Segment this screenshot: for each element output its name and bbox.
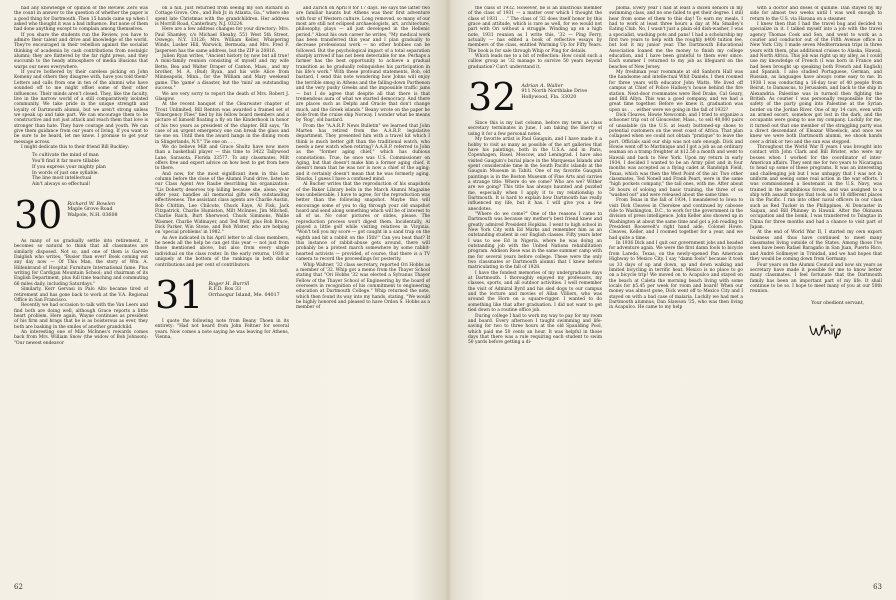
paragraph: During college I had to work my way to pay for my room and board. Every afternoon I taught swimming and life-saving for two to three hours at the old Spaulding Pool, which paid me 50 cents an hour. It was helpful in those days that there was a rule requiring each student to swim 50 yards before getting a di- [468,313,602,346]
class-year-number: 32 [468,78,517,116]
right-page [448,0,896,600]
page-number-right: 63 [873,583,882,591]
poem-line: You'll find it far more tillable [32,159,99,165]
paragraph: Here are a few address changes for your directory: Mrs. Paul Shamley, c/o Michael Sheahy, 551 West 5th Street, Oswego, N.Y. 13126; Mrs. William Keller, Whispering Winds, Lusher Hill, Warwick, Bermuda; and Mrs. Fred F. Jaspersen has the same address, but the ZIP is 20816. [155,27,289,54]
paragraph: Similarly, Kerr Gervasi in Palo Alto became tired of retirement and has gone back to work at the V.A. Regional Office in San Francisco. [14,287,148,303]
paragraph: Throughout the World War II years I was brought into contact with John Clark and Bill Brister, who were my bosses when I worked for the coordinator of inter-American affairs. They sent me for two years to Nicaragua to head up some of these programs. It was an interesting and challenging job but I was unhappy that I was not in uniform and seeing some real action in the war efforts. I was commissioned a lieutenant in the U.S. Navy, was trained in the amphibious forces, and was assigned to a ship with assault troops that took us to 16 different places in the Pacific. I ran into other naval officers in our class such as Red Tucker in the Philippines, Al Doncaster in Saipan, and Bill Phinney in Hawaii. After the Okinawa occupation and the bomb, I was transferred to Tsingtao in China for three months and had a chance to visit part of Japan. [750,144,882,231]
paragraph: Since this is my last column, before my term as class secretary terminates in June, I am taking the liberty of using it for a few personal notes. [468,121,602,137]
secretary-name: Richard W. Bowlen [67,201,116,208]
class-entry-1930 [14,196,148,233]
paragraph: and Zurich on April 8 for 17 days. He says the latter two are familiar haunts but Athens was their first adventure with four of Western culture. Long removed, so many of our most are still not eclipsed archaeologists, art, architecture, philosophy, plays — all just developed in the Hellenic period." About his own career he writes, "My medical work has been transferred this year and I plan gradually to decrease professional work — no other hobbies can be followed. But the psychological impact of a total separation sharply arrived if has not been detectable for me. Perhaps a farmer has the best opportunity to achieve a gradual transition as he gradually relinquishes his participation in his life's work." With these profound statements, Bob, old bastard, I send this note wondering how Johns will enjoy the terrible smog in Athens and the falling-down Parthenon and the very pushy Greeks and the impossible traffic jams — but I do agree that despite all that there is that tremendous aura of what we started democracy. And there are places such as Delphi and Oracle that don't change much, and the Greek islands." Beany wrote on the paper he stole from the cruise ship Norway. I wonder what he means by 'Rog', old bastard. [296,6,430,124]
paragraph: Which leads me to a bit of reflection: How could such a callow group as '32 manage to survive 50 years beyond graduation? Can't understand it. [468,54,602,70]
paragraph: We do believe Milt and Grace Shultz have now more than a basketball player — this time to 3422 Tallywood Lane, Sarasota, Florida 33577. To any classmates, Milt offers free and expert advice on how best to get from here to there. [155,144,289,172]
paragraph: Al Bucher writes that the reproduction of his snapshots of the Baker Library bells in the March Alumni Magazine was unbelievable. I have to agree, for the reproduction was better than the following snapshot. Maybe this will encourage some of you to dig through your old snapshot hoard and send along something which will be of interest to all of us. No color pictures or slides, please. The reproduction process won't digest them. Incidentally, Al played a little golf while visiting relatives in Virginia. "Won't tell you my score — got caught in a sand trap on the eighth and hit a rabbit on the 15th!" Can you beat that? If this instance of rabbit-abuse gets around, there will probably be a protest march somewhere by some rabbit-hearted activists — provided, of course, that there is a TV camera to record the proceedings for posterity. [296,182,430,263]
paragraph: And now, for the most significant item in this last column before the close of the Alumni Fund drive, listen to our Class Agent Ave Raube describing his organization: "Lis Doherty deserves top billing because she, alone, year after year, handles all memorial gifts with outstanding effectiveness. The assistant class agents are Charlie Austin, Bob Chittim, Lee Chilcote, Chuck Eaye, Al Fisk, Jack Fitzpatrick, Charlie Humiston, Milt McInnes, Jim Mitchell, Charlie Raich, Burt Sherwood, Chuck Simmons, Wallie Wasmer, Charlie Widmayer, and Ted Wolf, plus Bob Bruce, Dick Parker, Win Stone, and Bob Winter, who are helping on 'special problems' in 1982." [155,171,289,236]
poem [32,153,148,188]
secretary-address-line: 911 North Northlake Drive [521,89,588,95]
secretary-address-line: Maple Grove Road [67,207,113,213]
poem-line: In words of just one syllable. [32,170,99,176]
secretary-name: Adrian A. Waller [521,83,563,90]
paragraph: We are very sorry to report the death of Mrs. Robert J. Glasgow. [155,91,289,102]
poem-line: If you express your mighty plan [32,164,106,170]
paragraph: From the "A.A.R.P. News Bulletin" we learned that John Marten has retired from the A.A.R.P. legislative department. They presented him with a travel kit which I think is much better gift than the traditional watch, who needs a new watch when retiring? A.A.R.P. referred to John as the "former aging chief," which has dubious connotations. True, he once was U.S. Commissioner on Aging, but that doesn't make him a former aging chief, it doesn't mean that he was nor is now a chief of the aging; and it certainly doesn't mean that he was formerly aging. Shucks, I guess I have a confused mind. [296,123,430,182]
paragraph: had any knowledge or opinion of the Review. Zero was the count in answer to the question of whether the paper is a good thing for Dartmouth. Then 15 hands came up when I asked who thought it was a bad influence. But none of them had done anything except to complain among themselves. [14,6,148,33]
paragraph: In 1936 Dick and I quit our government jobs and headed for adventure again. We were the first damn fools to bicycle from Laredo, Texas, on the newly-opened Pan American Highway to Mexico City. I say "damn fools" because it took us 33 days of up and down, up and down walking and limited bicycling in terrific heat. Mexico is no place to go on a bicycle trip! We moved on to Acapulco and stayed on the beach at Caleta the morning beach living with some locals for $5.45 per week for room and board! When our money was almost gone, Dick went off to Mexico City and I stayed on with a bad case of malaria. Luckily we had met a Dartmouth alumnus, Dan Slawson '25, who was then living in Acapulco. He came to my help [609,241,743,311]
column-a [14,6,148,346]
column-d [468,6,602,346]
column-c [296,6,430,311]
poem-line: To cultivate the mind of man [32,153,99,159]
column-b [155,6,289,340]
paragraph: Recently we had occasion to talk with the Van Leers and find both are doing well, although Grace reports a little heart problem. Here again, Wayne continues as president of his firm and brags that he is as boisterous as ever, they both are basking in the smiles of another grandchild. [14,303,148,330]
paragraph: I quote the following note from Beany Thoen in its entirety: "Had not heard from John Feltner for several years. Now comes a note saying he was leaving for Athens, Vienna, [155,318,289,340]
class-entry-1932 [468,78,602,115]
paragraph: My favorite artist is Paul Gauguin, and I have made it a hobby to visit as many as possible of the art galleries that have his paintings, both in the U.S.A. and in Paris, Copenhagen, Basel, Moscow, and Leningrad. I have also visited Gauguin's burial place in the Marquesas Islands and spent considerable time in the South Pacific islands at the Gauguin Museum in Tahiti. One of my favorite Gauguin paintings is in the Boston Museum of Fine Arts and carries a strange title: Where do we come? Who are we? Wither are we going? This title has always haunted and puzzled me, especially when I apply it to my relationship to Dartmouth. It is hard to explain how Dartmouth has really influenced my life, but it has. I will give you a few anecdotes. [468,137,602,212]
paragraph: "Where do we come?" One of the reasons I came to Dartmouth was because my mother's best friend knew and greatly admired President Hopkins. I went to high school in New York City with Ed Marks and remember him as an outstanding student in our English classes. Fifty years later I was to see Ed in Nigeria, where he was doing an outstanding job with the United Nations rehabilitation program. Addison Rose was in the same summer camp with me for several years before college. These were the only two classmates or Dartmouth alumni that I knew before matriculating in the fall of 1928. [468,211,602,271]
column-f [750,6,882,344]
paragraph: Whip Waltner, '32 class secretary, reported Ori Hobbs as a member of '32. Whip got a memo from the Thayer School stating that "Ori Hobbs '32 was elected a Sylvanus Thayer Fellow of the Thayer School of Engineering by the board of overseers in recognition of his commitment to engineering education at Dartmouth College." Whip returned the note, which then found its way into my hands, stating, "We would be highly honored and pleased to have Ordon S. Hobbs as a member of [296,262,430,311]
paragraph: My freshman year roommate at old Sanborn Hall was the handsome and intellectual Whit Daniels. I then roomed for three years with educator John Watts. We lived off campus at Chief of Police Hallsey's house behind the fire station. Next-door roommates were Red Drake, Cal Geary, and Bill Allyn. This was a good company, and we had a great time together. Before we knew it, graduation was upon us . . . wither were we going in the fall of 1932? [609,70,743,113]
paragraph: I might dedicate this to their friend Bill Buckley: [21,144,130,150]
sign-off: Your obedient servant, [811,300,864,306]
paragraph: As Ave indicated in his April letter to all class members, he needs all the help he can get this year — not just from those mentioned above, but also from every single individual on the class roster. In the early returns, 1930 is uniquely at the bottom of the rankings in both dollar contributions and per cent of contributors. [155,235,289,268]
poem-line: Ain't always so effectual! [32,182,91,188]
paragraph: At the recent banquet of the Clearwater chapter of Trout Unlimited, Bill Renton was awarded a framed set of "Emergency Flies" tied by his fellow board members and a picture of himself floating a fly on the Kinderhook in honor of his two years as president of the chapter. Bill says, "In case of an urgent emergency one can break the glass and tie one on. Until then the award hangs in the dining room in Slingerlands, N.Y." Tie one on . . . [155,102,289,145]
paragraph: An interesting one of Milo McInnes's rewards comes back from Mrs. William Snow (the widow of Bob Johnson): "Our newest endeavor [14,329,148,346]
class-entry-1931 [155,276,289,313]
paragraph: I knew then that I had the travel bug and decided to specialize in it. I talked myself into a job with the travel agency Thomas Cook and Son, and went to work as a courier and conductor out of the Fifth Avenue office in New York City. I made seven Mediterranean trips in three years with them, plus additional cruises to Alaska, Hawaii, and North Africa. This job was right up my alley, as I could use my knowledge of French (I was born in France and had been brought up speaking both French and English) and Spanish. I also studied Portuguese, German, and Russian, as languages have always come easy to me. In 1938 I was conducting a 16-day tour of 40 people from Beirut, to Damascus, to Jerusalem, and back to the ship in Alexandria. Palestine was in turmoil then fighting the British. As courier I was personally responsible for the safety of the party going into Palestine at the Syrian border on the Jordan River. One of my 14 cars, even with an armed escort, somehow got lost in the dark, and the occupants were going to use my company. Luckily for me, it turned out that one member of the straggling party was a direct descendant of Eleazar Wheelock, and once we knew we were both Dartmouth alumni, we shook hands over a drink or two and the sun was stopped. [750,22,882,145]
paragraph: From Texas in the fall of 1934, I meandered to Iowa to visit Dick Cleaves in Cherokee and continued by caboose ride to Washington, D.C., to work for the government in the division of press intelligence. John Keller also showed up in Washington at about the same time and got a job reading to President Roosevelt's right hand aide, Colonel Howe. Cleaves, Keller, and I roomed together for a year, and we had quite a time. [609,198,743,241]
secretary-address-line: R.F.D. Box 33 [208,286,242,292]
secretary-address-line: Hollywood, Fla. 33020 [521,95,577,101]
column-e [609,6,743,311]
paragraph: ploma. Every year I had at least a dozen seniors in my swimming class, and no one failed to get their degree. I still hear from some of them to this day! To earn my meals, I had to work at least three hours a day at Ma Smalley's Eating Club. No, I wasn't just a plain old dish-washer, I was a specialist, washing pots and pans! I had a scholarship my first two years to help with the roughly $400 tuition fee, but lost it my junior year. The Dartmouth Educational Association loaned me the money to finish my college education, and I have been grateful to them ever since. Each summer I returned to my job as lifeguard on the beaches of New Jersey. [609,6,743,70]
secretary-address-line: Orrhaogur Island, Me. 04017 [208,292,280,298]
secretary-address-line: Walpole, N.H. 03608 [67,213,118,219]
paragraph: on a hill. Just returned from seeing my son Richard in Cottage Grove, Ore., and Bob Jr. in Atlanta, Ga.," where she spent late Christmas with the grandchildren. Her address is Morrill Road, Canterbury, N.J. 03224. [155,6,289,28]
paragraph: Dick Cleaves, Howie Newcomb, and I tried to organize a schooner trip out of Gloucester, Mass., to sell 40,000 pairs of unsalable (in the U.S. at least) buttoned-up shoes to potential customers on the west coast of Africa. That plan collapsed when we could not obtain "pratique" to leave the port. Officials said our ship was not safe enough. Dick and Howie went off to Martinique and I got a job as an ordinary seaman on a tramp freighter at $12.50 a month and went to Hawaii and back to New York. Upon my return in early 1934, I decided I wanted to be an Army pilot and in four months was accepted as a flying cadet at Randolph Field, Texas, which was then the West Point of the air. Two other classmates, Ted Nonell and Frank Peart, were in the same "high pockets company," the tall ones, with me. After about 50 hours of soloing and basic training, the three of us "washed out" and were released about the same time. [609,112,743,199]
paragraph: If you share the students run the Review, you have to admire their talent and drive and knowledge of the world. They're encouraged in their rebellion against the socialist thinking of academia by cash contributions from nostalgic alumni; they are flattered by the far right press, and they succumb to the heady atmosphere of media illusions that warps our news everywhere. [14,32,148,70]
poem-line: The line most intellectual [32,176,92,182]
handwritten-signature [750,318,882,344]
paragraph: with a doctor and doses of quinine. Dan stayed by my side for almost two weeks until I was well enough to return to the U.S. via Havana on a steamer. [750,6,882,22]
paragraph: I have the fondest memories of my undergraduate days at Dartmouth. I thoroughly enjoyed my professors, my classes, sports, and all outdoor activities. I well remember the visit of Admiral Byrd and his sled dogs to our campus and the lecture and movies of Allan Villiers, who was around the Horn on a square-rigger. I wanted to do something like that after graduation. I did not want to get tied down to a routine office job. [468,270,602,314]
secretary-name: Roger H. Burrill [208,280,250,287]
class-year-number: 30 [14,196,63,234]
class-year-number: 31 [155,275,204,313]
paragraph: Four years on the Alumni Council and now six years as secretary have made it possible for me to know better many classmates. I feel fortunate that the Dartmouth family has been an important part of my life. It shall continue to be so. I hope to meet many of you at our 50th reunion. [750,262,882,295]
paragraph: the class of 1932. However, he is an illustrious member of the class of 1931 — a matter over which I thought the class of 1931 . . ." The class of '32 does itself honor by this grace and attitude, which is rare as well, for we would not part with Ori without a struggle. Winding up on a high note, 1931 reunion as I write this, '32 — Ping Ferry, actually — has edited a book of reflective essays by members of the class, entitled Warming Up for Fifty Years. The book is for sale through Whip or Ping for details. [468,6,602,54]
paragraph: Julien Ryan writes, "Ancient history by now but all true! A mini-family reunion consisting of myself and my wife Bette, Bea and Walter Draper of Canton, Mass., and my brother, M. A. (Bud) Ryan, and his wife Alice from Minneapolis, Minn., for the William and Mary weekend game. The 'game' a disaster, but the 'mini' an outstanding success." [155,54,289,92]
paragraph: As many of us gradually settle into retirement, it becomes so natural to think that all classmates are similarly disposed. Not so, and one of them is Garven Dalglish who writes, "Busier than ever! Book coming out any day now — Of This Man, the story of Wm. A. Hillenbrand of Hospital Furniture International fame. Plus writing for Cardigan Mountain School; and chairman of its English Department, plus full time teaching and commuting 66 miles daily, including Saturdays." [14,239,148,287]
paragraph: If you're bothered by their careless picking on John Kemeny and others they disagree with, have you told them? Letters and calls from one in ten of the alumni who have sounded off to me might offset some of their other influences. Their minds aren't closed. They, like the faculty, live in the narrow world of a still comparatively isolated community. We take pride in the unique strength and loyalty of Dartmouth alumni, but we aren't strong unless we speak up and take part. We can encourage them to be constructive and not just attack and reach them that love is stronger than hate. They have courage and youth. We can give them guidance from our years of living. If you want to be sure to be heard, let me know. I promise to get your message across. [14,70,148,145]
paragraph: At the end of World War II, I started my own export business and thus have continued to meet many classmates living outside of the States. Among those I've seen have been Rafael Baragaño in San Juan, Puerto Rico, and André Sollmeyer in Trinidad, and we had hopes that they would be coming down from Germany. [750,230,882,263]
signature-glyph [808,318,848,342]
page-number-left: 62 [14,583,23,591]
